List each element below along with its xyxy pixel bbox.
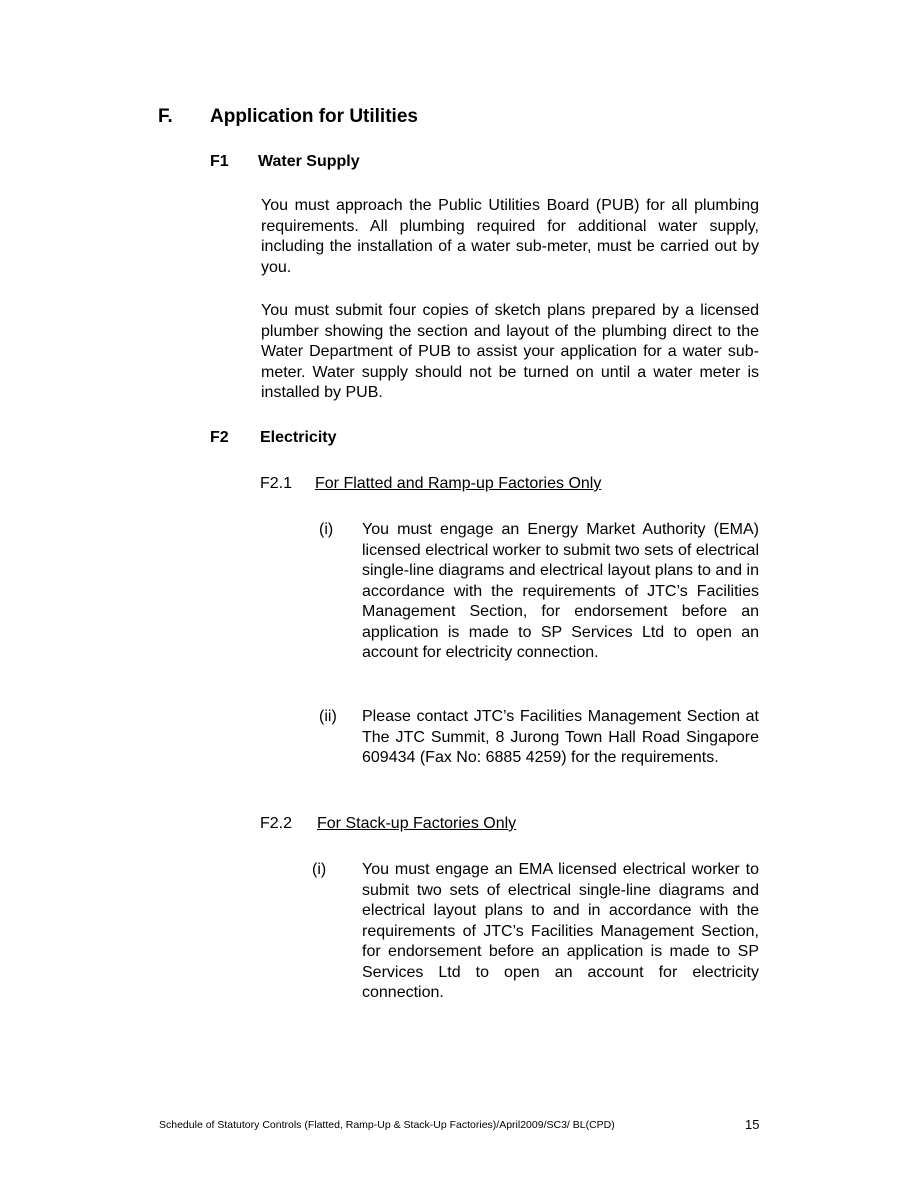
f2-number: F2 [210, 429, 229, 446]
f22-number: F2.2 [260, 815, 293, 832]
page-number: 15 [745, 1117, 760, 1132]
f1-paragraph-1: You must approach the Public Utilities Board (PUB) for all plumbing requirements. All plumbing required for additional water supply, including the installation of a water sub-meter, must be carried out by you. [261, 197, 759, 276]
f2-title: Electricity [260, 429, 337, 446]
footer-text: Schedule of Statutory Controls (Flatted, Ramp-Up & Stack-Up Factories)/April2009/SC3/ BL(CPD) [159, 1119, 615, 1131]
f21-item-1-text: You must engage an Energy Market Authority (EMA) licensed electrical worker to submit two sets of electrical single-line diagrams and electrical layout plans to and in accordance with the requirements of JTC’s Facilities Management Section, for endorsement before an application is made to SP Services Ltd to open an account for electricity connection. [362, 521, 759, 661]
f22-title: For Stack-up Factories Only [317, 815, 517, 832]
f21-title: For Flatted and Ramp-up Factories Only [315, 475, 602, 492]
f22-item-1-text: You must engage an EMA licensed electrical worker to submit two sets of electrical single-line diagrams and electrical layout plans to and in accordance with the requirements of JTC’s Facilities Management Section, for endorsement before an application is made to SP Services Ltd to open an account for electricity connection. [362, 861, 759, 1001]
f1-number: F1 [210, 153, 229, 170]
f21-item-1-marker: (i) [319, 521, 334, 538]
f21-number: F2.1 [260, 475, 293, 492]
f21-item-2-marker: (ii) [319, 708, 337, 725]
section-number: F. [158, 106, 173, 127]
section-title: Application for Utilities [210, 106, 418, 127]
f1-title: Water Supply [258, 153, 360, 170]
f1-paragraph-2: You must submit four copies of sketch plans prepared by a licensed plumber showing the section and layout of the plumbing direct to the Water Department of PUB to assist your application for a water sub-meter. Water supply should not be turned on until a water meter is installed by PUB. [261, 302, 759, 401]
f22-item-1-marker: (i) [312, 861, 327, 878]
f21-item-2-text: Please contact JTC’s Facilities Management Section at The JTC Summit, 8 Jurong Town Hall Road Singapore 609434 (Fax No: 6885 4259) for the requirements. [362, 708, 759, 766]
